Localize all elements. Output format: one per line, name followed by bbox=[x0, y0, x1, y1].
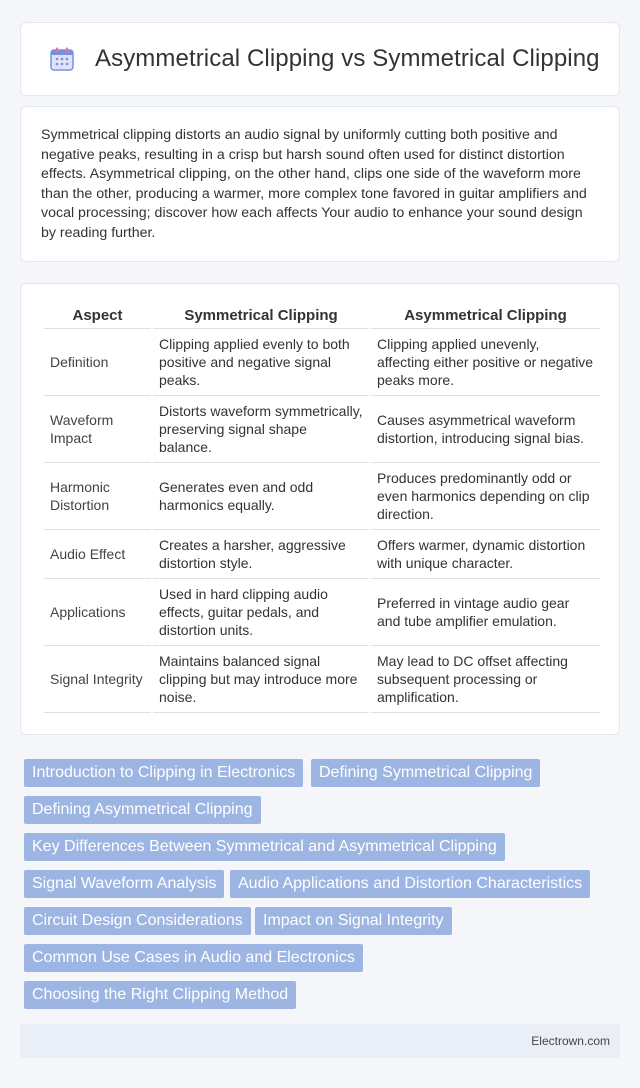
tag-signal-integrity[interactable]: Impact on Signal Integrity bbox=[255, 907, 452, 935]
table-row bbox=[44, 329, 600, 396]
row-aspect: Signal Integrity bbox=[44, 646, 151, 713]
comparison-table-card bbox=[20, 283, 620, 735]
table-row bbox=[44, 463, 600, 530]
row-aspect: Audio Effect bbox=[44, 530, 151, 579]
tag-defining-symmetrical[interactable]: Defining Symmetrical Clipping bbox=[311, 759, 540, 787]
tag-introduction[interactable]: Introduction to Clipping in Electronics bbox=[24, 759, 303, 787]
header-aspect: Aspect bbox=[44, 303, 151, 329]
tag-choosing-method[interactable]: Choosing the Right Clipping Method bbox=[24, 981, 296, 1009]
row-asymmetrical: Offers warmer, dynamic distortion with unique character. bbox=[371, 530, 600, 579]
intro-text: Symmetrical clipping distorts an audio signal by uniformly cutting both positive and negative peaks, resulting in a crisp but harsh sound often used for distinct distortion effects. Asymmetrical clipping, on the other hand, clips one side of the waveform more than the other, producing a warmer, more complex tone favored in guitar amplifiers and vocal processing; discover how each affects Your audio to enhance your sound design by reading further. bbox=[41, 127, 587, 241]
comparison-table bbox=[42, 303, 602, 713]
row-asymmetrical: Causes asymmetrical waveform distortion, introducing signal bias. bbox=[371, 396, 600, 463]
row-asymmetrical: Clipping applied unevenly, affecting either positive or negative peaks more. bbox=[371, 329, 600, 396]
row-symmetrical: Clipping applied evenly to both positive and negative signal peaks. bbox=[153, 329, 369, 396]
row-aspect: Harmonic Distortion bbox=[44, 463, 151, 530]
table-row bbox=[44, 396, 600, 463]
table-row bbox=[44, 579, 600, 646]
row-asymmetrical: May lead to DC offset affecting subsequent processing or amplification. bbox=[371, 646, 600, 713]
row-asymmetrical: Preferred in vintage audio gear and tube amplifier emulation. bbox=[371, 579, 600, 646]
tag-defining-asymmetrical[interactable]: Defining Asymmetrical Clipping bbox=[24, 796, 261, 824]
table-row bbox=[44, 646, 600, 713]
table-header-row bbox=[44, 303, 600, 329]
row-symmetrical: Maintains balanced signal clipping but may introduce more noise. bbox=[153, 646, 369, 713]
header-card bbox=[20, 22, 620, 96]
row-aspect: Applications bbox=[44, 579, 151, 646]
page-title: Asymmetrical Clipping vs Symmetrical Clipping bbox=[95, 45, 600, 72]
header-symmetrical: Symmetrical Clipping bbox=[153, 303, 369, 329]
tag-waveform-analysis[interactable]: Signal Waveform Analysis bbox=[24, 870, 224, 898]
tag-audio-applications[interactable]: Audio Applications and Distortion Characteristics bbox=[230, 870, 590, 898]
row-symmetrical: Generates even and odd harmonics equally. bbox=[153, 463, 369, 530]
tag-common-use-cases[interactable]: Common Use Cases in Audio and Electronics bbox=[24, 944, 363, 972]
header-asymmetrical: Asymmetrical Clipping bbox=[371, 303, 600, 329]
calendar-grid-icon bbox=[49, 46, 75, 72]
intro-card bbox=[20, 106, 620, 262]
tag-circuit-design[interactable]: Circuit Design Considerations bbox=[24, 907, 251, 935]
footer bbox=[20, 1024, 620, 1058]
row-symmetrical: Used in hard clipping audio effects, guitar pedals, and distortion units. bbox=[153, 579, 369, 646]
row-asymmetrical: Produces predominantly odd or even harmonics depending on clip direction. bbox=[371, 463, 600, 530]
row-symmetrical: Distorts waveform symmetrically, preserving signal shape balance. bbox=[153, 396, 369, 463]
footer-site-link[interactable]: Electrown.com bbox=[531, 1034, 610, 1048]
row-symmetrical: Creates a harsher, aggressive distortion style. bbox=[153, 530, 369, 579]
table-row bbox=[44, 530, 600, 579]
row-aspect: Definition bbox=[44, 329, 151, 396]
tag-key-differences[interactable]: Key Differences Between Symmetrical and Asymmetrical Clipping bbox=[24, 833, 505, 861]
row-aspect: Waveform Impact bbox=[44, 396, 151, 463]
